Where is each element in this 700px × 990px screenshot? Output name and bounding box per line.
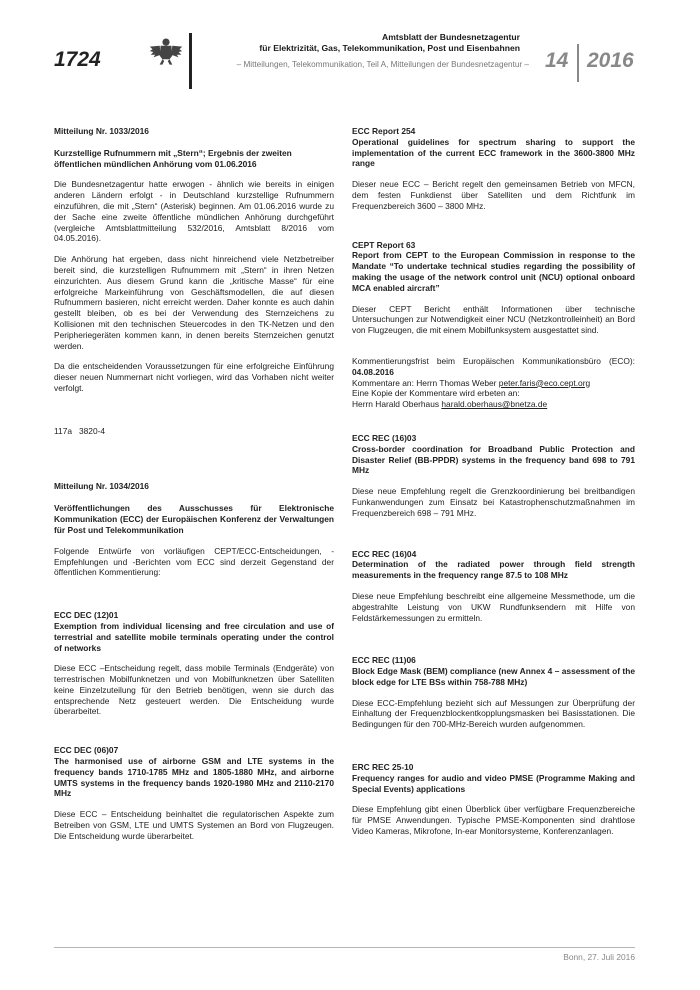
dec1201-title: Exemption from individual licensing and free circulation and use of terrestrial and satellite mobile terminals operating under the control of networks [54,620,334,653]
rep254-code: ECC Report 254 [352,126,416,136]
erc2510-body: Diese Empfehlung gibt einen Überblick über verfügbare Frequenzbereiche für PMSE Anwendungen. Typische PMSE-Komponenten sind drahtlose Video Kameras, Mikrofone, In-ear Monitorsysteme, Konferenzanlagen. [352,804,635,837]
cept63-body: Dieser CEPT Bericht enthält Informationen über technische Untersuchungen zur Notwendigkeit einer NCU (Netzkontrolleinheit) an Bord von Flugzeugen, die mit einem Mobilfunksystem ausgestattet sind. [352,303,635,336]
rec1603-title: Cross-border coordination for Broadband Public Protection and Disaster Relief (BB-PPDR) systems in the frequency band 698 to 791 MHz [352,443,635,476]
footer-date: Bonn, 27. Juli 2016 [563,952,635,962]
comment-deadline: 04.08.2016 [352,366,394,377]
m1033-para-1: Die Bundesnetzagentur hatte erwogen - ähnlich wie bereits in einigen anderen Ländern erfolgt - in Deutschland kurzstellige Rufnummern einzuführen, die mit „Stern“ (Asterisk) beginnen. Am 01.06.2016 wurde zu der Sache eine zweite öffentliche mündlichen Anhörung durchgeführt (vergleiche Amtsblattmitteilung 532/2016, Amtsblatt 8/2016 vom 04.05.2016). [54,179,334,244]
dec0607-code: ECC DEC (06)07 [54,745,119,756]
rec1603-code: ECC REC (16)03 [352,432,417,443]
comment-recipient-email-link[interactable]: peter.faris@eco.cept.org [498,377,591,388]
m1033-reference: 117a 3820-4 [54,425,106,436]
cept63-title: Report from CEPT to the European Commission in response to the Mandate “To undertake technical studies regarding the possibility of making the usage of the network control unit (NCU) optional onboard MCA enabled aircraft” [352,250,635,293]
comment-recipient-label: Kommentare an: Herrn Thomas Weber [352,377,497,388]
comment-copy-email-link[interactable]: harald.oberhaus@bnetza.de [441,399,548,410]
rec1604-code: ECC REC (16)04 [352,548,417,559]
comment-copy-label: Eine Kopie der Kommentare wird erbeten an: [352,388,520,399]
issue-year: 2016 [587,49,634,72]
rec1603-body: Diese neue Empfehlung regelt die Grenzkoordinierung bei breitbandigen Funkanwendungen zum Einsatz bei Katastrophenschutzmaßnahmen im Frequenzbereich 698 – 791 MHz. [352,486,635,518]
comment-copy-recipient [352,399,635,410]
m1033-title: Mitteilung Nr. 1033/2016 [54,126,149,136]
comment-period-label: Kommentierungsfrist beim Europäischen Kommunikationsbüro (ECO): [352,355,635,366]
footer-divider [54,947,635,948]
rec1106-body: Diese ECC-Empfehlung bezieht sich auf Messungen zur Überprüfung der Einhaltung der Frequenzblockentkopplungsmasken bei Basisstationen. Die Bedingungen für den 700-MHz-Bereich wurden aufgenommen. [352,697,635,730]
rep254-body: Dieser neue ECC – Bericht regelt den gemeinsamen Betrieb von MFCN, dem festen Funkdienst über Satelliten und dem Richtfunk im Frequenzbereich 3600 – 3800 MHz. [352,179,635,211]
erc2510-title: Frequency ranges for audio and video PMSE (Programme Making and Special Events) applications [352,772,635,794]
rec1106-code: ECC REC (11)06 [352,655,416,666]
page-number: 1724 [54,48,101,71]
header-subtitle: – Mitteilungen, Telekommunikation, Teil A, Mitteilungen der Bundesnetzagentur – [236,60,529,69]
rec1604-body: Diese neue Empfehlung beschreibt eine allgemeine Messmethode, um die abgestrahlte Leistung von UKW Rundfunksendern mit Hilfe von Feldstärkemessungen zu ermitteln. [352,590,635,623]
rec1604-title: Determination of the radiated power through field strength measurements in the frequency range 87.5 to 108 MHz [352,559,635,581]
right-column [352,126,635,837]
m1034-subtitle: Veröffentlichungen des Ausschusses für Elektronische Kommunikation (ECC) der Europäischen Konferenz der Verwaltungen für Post und Telekommunikation [54,503,334,535]
comment-recipient [352,378,635,389]
issue-number: 14 [545,49,569,72]
erc2510-code: ERC REC 25-10 [352,762,414,773]
m1033-subtitle: Kurzstellige Rufnummern mit „Stern“; Ergebnis der zweiten öffentlichen mündlichen Anhörung vom 01.06.2016 [54,147,292,169]
m1033-para-3: Da die entscheidenden Voraussetzungen für eine erfolgreiche Einführung dieser neuen Nummernart nicht vorliegen, wird das Vorhaben nicht weiter verfolgt. [54,361,334,393]
m1033-para-2: Die Anhörung hat ergeben, dass nicht hinreichend viele Netzbetreiber bereit sind, die kurzstelligen Rufnummern mit „Stern“ in ihren Netzen einzurichten. Aus diesem Grund kann die „kritische Masse“ für eine erfolgreiche Markeinführung von Geschäftsmodellen, die auf diesen Rufnummern basieren, nicht erreicht werden. Daher konnte es auch dahin gestellt bleiben, ob es bei der Verwendung des Sternzeichens zu Kollisionen mit den technischen Steuercodes in den TK-Netzen und den Peripheriegeräten kommen kann, in denen bereits Sternzeichen genutzt werden. [54,254,334,351]
rec1106-title: Block Edge Mask (BEM) compliance (new Annex 4 – assessment of the block edge for LTE BSs within 758-788 MHz) [352,666,635,687]
left-column [54,126,334,842]
dec0607-body: Diese ECC – Entscheidung beinhaltet die regulatorischen Aspekte zum Betreiben von GSM, LTE und UMTS Systemen an Bord von Flugzeugen. Die Entscheidung wurde überarbeitet. [54,809,334,841]
comment-copy-name: Herrn Harald Oberhaus [352,399,440,410]
header-title-line1: Amtsblatt der Bundesnetzagentur [382,32,520,42]
header-title-line2: für Elektrizität, Gas, Telekommunikation, Post und Eisenbahnen [259,42,520,53]
m1034-title: Mitteilung Nr. 1034/2016 [54,480,149,491]
cept63-code: CEPT Report 63 [352,239,416,250]
rep254-title: Operational guidelines for spectrum sharing to support the implementation of the current ECC framework in the 3600-3800 MHz range [352,136,635,169]
dec0607-title: The harmonised use of airborne GSM and LTE systems in the frequency bands 1710-1785 MHz and 1805-1880 MHz, and airborne UMTS systems in the frequency bands 1920-1980 MHz and 2110-2170 MHz [54,756,334,799]
issue-divider [577,44,579,82]
dec1201-body: Diese ECC –Entscheidung regelt, dass mobile Terminals (Endgeräte) von terrestrischen Mobilfunknetzen und von Mobilfunknetzen über Satelliten keine Einzelzuteilung für den Betrieb benötigen, wenn sie durch das entsprechende Netz gesteuert werden. Die Entscheidung wurde überarbeitet. [54,663,334,717]
dec1201-code: ECC DEC (12)01 [54,610,119,621]
m1034-intro: Folgende Entwürfe von vorläufigen CEPT/ECC-Entscheidungen, -Empfehlungen und -Berichten vom ECC sind derzeit Gegenstand der öffentlichen Kommentierung: [54,545,334,578]
header-title [200,32,520,54]
comment-period [352,356,635,378]
